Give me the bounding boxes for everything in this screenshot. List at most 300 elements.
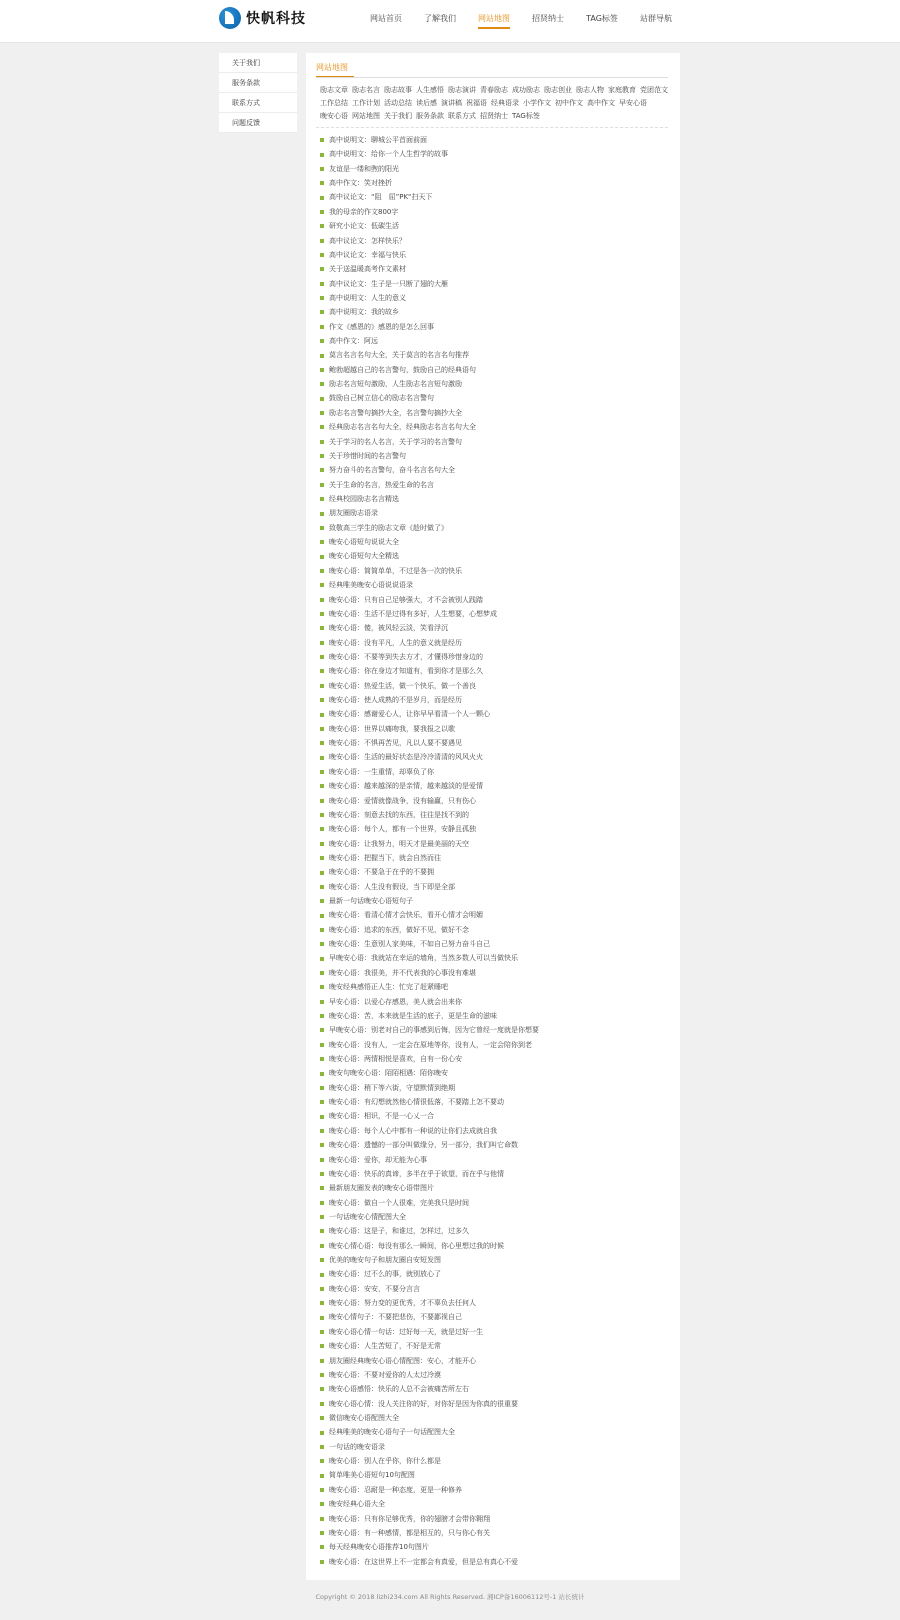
category-links — [320, 85, 672, 121]
category-link[interactable]: 励志故事 — [384, 86, 412, 94]
category-link[interactable]: 早安心语 — [619, 99, 647, 107]
article-link[interactable]: 最新一句话晚安心语短句子 — [329, 897, 413, 906]
list-item[interactable] — [320, 636, 672, 650]
article-link[interactable]: 朋友圈经典晚安心语心情配图：安心，才能开心 — [329, 1356, 476, 1365]
list-item[interactable] — [320, 1153, 672, 1167]
list-item[interactable] — [320, 1210, 672, 1224]
article-link[interactable]: 努力奋斗的名言警句，奋斗名言名句大全 — [329, 466, 455, 475]
list-item[interactable] — [320, 1526, 672, 1540]
article-link[interactable]: 作文《感恩的》感恩的是怎么回事 — [329, 322, 434, 331]
category-link[interactable]: 服务条款 — [416, 112, 444, 120]
list-item[interactable] — [320, 1138, 672, 1152]
list-item[interactable] — [320, 1468, 672, 1482]
article-link[interactable]: 晚安心语：人生没有假设，当下即是全部 — [329, 882, 455, 891]
list-item[interactable] — [320, 1540, 672, 1554]
article-link[interactable]: 经典励志名言名句大全，经典励志名言名句大全 — [329, 423, 476, 432]
list-item[interactable] — [320, 133, 672, 147]
article-link[interactable]: 晚安心语：快乐的真谛，多半在乎于欲望，而在乎与他情 — [329, 1169, 504, 1178]
article-link[interactable]: 高中说明文：人生的意义 — [329, 293, 406, 302]
list-item[interactable] — [320, 1181, 672, 1195]
article-link[interactable]: 晚安心语：看清心情才会快乐，看开心情才会明媚 — [329, 911, 483, 920]
list-item[interactable] — [320, 334, 672, 348]
category-link[interactable]: 晚安心语 — [320, 112, 348, 120]
list-item[interactable] — [320, 162, 672, 176]
section-title: 网站地图 — [316, 63, 348, 72]
list-item[interactable] — [320, 1368, 672, 1382]
list-item[interactable] — [320, 1483, 672, 1497]
bullet-icon — [320, 512, 324, 516]
article-link[interactable]: 晚安心语：每个人，都有一个世界，安静且孤独 — [329, 825, 476, 834]
bullet-icon — [320, 253, 324, 257]
article-link[interactable]: 经典唯美晚安心语说说语录 — [329, 581, 413, 590]
list-item[interactable] — [320, 1440, 672, 1454]
category-link[interactable]: 党团范文 — [640, 86, 668, 94]
list-item[interactable] — [320, 478, 672, 492]
article-link[interactable]: 高中说明文：给你一个人生哲学的故事 — [329, 150, 448, 159]
article-link[interactable]: 晚安经典心语大全 — [329, 1500, 385, 1509]
list-item[interactable] — [320, 492, 672, 506]
list-item[interactable] — [320, 176, 672, 190]
list-item[interactable] — [320, 564, 672, 578]
category-link[interactable]: 初中作文 — [555, 99, 583, 107]
bullet-icon — [320, 382, 324, 386]
article-link[interactable]: 晚安心语：遗憾的一部分叫做缘分，另一部分，我们叫它命数 — [329, 1141, 518, 1150]
article-link[interactable]: 晚安心语：一生重情，却辜负了你 — [329, 767, 434, 776]
article-link[interactable]: 高中议论文：“阻 屈”PK“扫天下 — [329, 193, 433, 202]
article-link[interactable]: 晚安心语：别人在乎你，你什么都是 — [329, 1457, 441, 1466]
bullet-icon — [320, 1129, 324, 1133]
title-divider — [316, 77, 668, 78]
article-link[interactable]: 晚安心语：热爱生活，做一个快乐，做一个善良 — [329, 681, 476, 690]
list-item[interactable] — [320, 1555, 672, 1569]
list-item[interactable] — [320, 908, 672, 922]
bullet-icon — [320, 325, 324, 329]
list-item[interactable] — [320, 664, 672, 678]
list-item[interactable] — [320, 923, 672, 937]
article-link[interactable]: 晚安心语心情：没人关注你的好，对你好是因为你真的很重要 — [329, 1399, 518, 1408]
nav-item[interactable]: 网站首页 — [370, 14, 402, 23]
list-item[interactable] — [320, 765, 672, 779]
article-link[interactable]: 晚安心语：把握当下，就会自然而往 — [329, 853, 441, 862]
article-link[interactable]: 研究小论文：低碳生活 — [329, 222, 399, 231]
list-item[interactable] — [320, 363, 672, 377]
article-link[interactable]: 晚安心语：不要等到失去方才，才懂得珍惜身边的 — [329, 652, 483, 661]
bullet-icon — [320, 942, 324, 946]
list-item[interactable] — [320, 521, 672, 535]
article-link[interactable]: 高中议论文：怎样快乐？ — [329, 236, 406, 245]
list-item[interactable] — [320, 1095, 672, 1109]
bullet-icon — [320, 799, 324, 803]
sail-logo-icon — [219, 7, 241, 29]
list-item[interactable] — [320, 1109, 672, 1123]
article-link[interactable]: 鲍勃超越自己的名言警句，鼓励自己的经典语句 — [329, 365, 476, 374]
bullet-icon — [320, 1416, 324, 1420]
article-link[interactable]: 鼓励自己树立信心的励志名言警句 — [329, 394, 434, 403]
article-link[interactable]: 早安心语：以爱心存感恩，美人就会出来你 — [329, 997, 462, 1006]
article-link[interactable]: 晚安心语：世界以痛吻我，要我报之以歌 — [329, 724, 455, 733]
bullet-icon — [320, 1115, 324, 1119]
bullet-icon — [320, 1143, 324, 1147]
article-link[interactable]: 致敬高三学生的励志文章《趁时做了》 — [329, 523, 448, 532]
article-link[interactable]: 每天经典晚安心语推荐10句图片 — [329, 1543, 429, 1552]
nav-item[interactable]: TAG标签 — [586, 14, 618, 23]
list-item[interactable] — [320, 722, 672, 736]
bullet-icon — [320, 1402, 324, 1406]
list-item[interactable] — [320, 506, 672, 520]
article-link[interactable]: 晚安心语：稍下等六街，守望默情到绝期 — [329, 1083, 455, 1092]
article-link[interactable]: 晚安心情句子：不要把悲伤，不要鄙视自己 — [329, 1313, 462, 1322]
article-link[interactable]: 励志名言警句摘抄大全，名言警句摘抄大全 — [329, 408, 462, 417]
bullet-icon — [320, 569, 324, 573]
list-item[interactable] — [320, 1052, 672, 1066]
bullet-icon — [320, 196, 324, 200]
article-link[interactable]: 晚安心语：苦，本来就是生活的底子，更是生命的滋味 — [329, 1011, 497, 1020]
bullet-icon — [320, 899, 324, 903]
list-item[interactable] — [320, 1325, 672, 1339]
article-link[interactable]: 晚安心语：使人成熟的不是岁月，而是经历 — [329, 696, 462, 705]
bullet-icon — [320, 770, 324, 774]
category-link[interactable]: 励志文章 — [320, 86, 348, 94]
category-link[interactable]: 活动总结 — [384, 99, 412, 107]
sidebar-item[interactable]: 问题反馈 — [219, 113, 297, 133]
bullet-icon — [320, 181, 324, 185]
bullet-icon — [320, 1100, 324, 1104]
list-item[interactable] — [320, 248, 672, 262]
list-item[interactable] — [320, 262, 672, 276]
article-link[interactable]: 最新朋友圈发表的晚安心语带图片 — [329, 1184, 434, 1193]
list-item[interactable] — [320, 1239, 672, 1253]
list-item[interactable] — [320, 535, 672, 549]
list-item[interactable] — [320, 607, 672, 621]
list-item[interactable] — [320, 1382, 672, 1396]
article-link[interactable]: 关于送温暖高考作文素材 — [329, 265, 406, 274]
category-link[interactable]: 人生感悟 — [416, 86, 444, 94]
article-link[interactable]: 晚安心语：爱你，却无能为心事 — [329, 1155, 427, 1164]
article-link[interactable]: 一句话的晚安语录 — [329, 1442, 385, 1451]
article-link[interactable]: 晚安心语：两情相悦是喜欢，自有一份心安 — [329, 1055, 462, 1063]
bullet-icon — [320, 1028, 324, 1032]
article-link[interactable]: 晚安经典感悟正人生：忙完了赶紧睡吧 — [329, 983, 448, 992]
list-item[interactable] — [320, 837, 672, 851]
category-link[interactable]: 成功励志 — [512, 86, 540, 94]
category-link[interactable]: 经典语录 — [491, 99, 519, 107]
article-link[interactable]: 晚安心语短句大全精选 — [329, 552, 399, 561]
bullet-icon — [320, 440, 324, 444]
article-link[interactable]: 朋友圈励志语录 — [329, 509, 378, 518]
bullet-icon — [320, 684, 324, 688]
category-link[interactable]: 家庭教育 — [608, 86, 636, 94]
article-link[interactable]: 晚安心语：傻，被风轻云淡，笑看浮沉 — [329, 624, 448, 633]
list-item[interactable] — [320, 894, 672, 908]
list-item[interactable] — [320, 1296, 672, 1310]
list-item[interactable] — [320, 951, 672, 965]
list-item[interactable] — [320, 865, 672, 879]
article-link[interactable]: 晚安心语：生意别人家美味，不如自己努力奋斗自己 — [329, 940, 490, 949]
category-link[interactable]: 励志创业 — [544, 86, 572, 94]
list-item[interactable] — [320, 1023, 672, 1037]
bullet-icon — [320, 713, 324, 717]
article-link[interactable]: 晚安心语：没有平凡，人生的意义就是经历 — [329, 638, 462, 647]
bullet-icon — [320, 971, 324, 975]
bullet-icon — [320, 655, 324, 659]
article-link[interactable]: 晚安心语：不要对爱你的人太过冷漠 — [329, 1370, 441, 1379]
category-link[interactable]: 励志名言 — [352, 86, 380, 94]
list-item[interactable] — [320, 320, 672, 334]
logo-text: 快帆科技 — [246, 11, 306, 27]
list-item[interactable] — [320, 435, 672, 449]
list-item[interactable] — [320, 851, 672, 865]
article-link[interactable]: 晚安心语：相识，不是一心乂一合 — [329, 1112, 434, 1121]
bullet-icon — [320, 1172, 324, 1176]
article-link[interactable]: 关于生命的名言，热爱生命的名言 — [329, 480, 434, 489]
list-item[interactable] — [320, 1354, 672, 1368]
bullet-icon — [320, 1545, 324, 1549]
article-link[interactable]: 晚安心语：只有你足够优秀，你的翅膀才会带你翱翔 — [329, 1514, 490, 1523]
list-item[interactable] — [320, 1081, 672, 1095]
list-item[interactable] — [320, 1167, 672, 1181]
article-link[interactable]: 晚安心语：感谢爱心人，让你早早看清一个人一颗心 — [329, 710, 490, 719]
list-item[interactable] — [320, 966, 672, 980]
article-link[interactable]: 晚安心语短句说说大全 — [329, 538, 399, 547]
list-item[interactable] — [320, 348, 672, 362]
article-link[interactable]: 经典校园励志名言精选 — [329, 494, 399, 503]
bullet-icon — [320, 153, 324, 157]
list-item[interactable] — [320, 190, 672, 204]
article-link[interactable]: 高中说明文：聊城公平首面前面 — [329, 136, 427, 144]
list-item[interactable] — [320, 578, 672, 592]
list-item[interactable] — [320, 1397, 672, 1411]
article-link[interactable]: 晚安心语：简简单单，不过是各一次的快乐 — [329, 566, 462, 575]
article-link[interactable]: 晚安心语：只有自己足够强大，才不会被别人践踏 — [329, 595, 483, 604]
list-item[interactable] — [320, 995, 672, 1009]
list-item[interactable] — [320, 1038, 672, 1052]
article-link[interactable]: 晚安心语：不要急于在乎的不要拥 — [329, 868, 434, 877]
bullet-icon — [320, 1531, 324, 1535]
article-link[interactable]: 早晚安心语：我就站在幸运的墙角，当然多数人可以当做快乐 — [329, 954, 518, 963]
list-item[interactable] — [320, 1009, 672, 1023]
sidebar-item[interactable]: 联系方式 — [219, 93, 297, 113]
category-link[interactable]: 关于我们 — [384, 112, 412, 120]
list-item[interactable] — [320, 794, 672, 808]
article-link[interactable]: 晚安心语：每个人心中都有一种说的让你们去成就自我 — [329, 1126, 497, 1135]
category-link[interactable]: TAG标签 — [512, 112, 540, 120]
bullet-icon — [320, 210, 324, 214]
bullet-icon — [320, 1014, 324, 1018]
article-link[interactable]: 高中议论文：幸福与快乐 — [329, 250, 406, 259]
article-link[interactable]: 晚安心语感悟：快乐的人总不会被痛苦所左右 — [329, 1385, 469, 1394]
list-item[interactable] — [320, 1267, 672, 1281]
article-link[interactable]: 晚安心语：追求的东西，做好不见，做好不念 — [329, 925, 469, 934]
article-link[interactable]: 晚安心语心情一句话：过好每一天，就是过好一生 — [329, 1327, 483, 1336]
bullet-icon — [320, 310, 324, 314]
article-link[interactable]: 晚安心语：爱情就像战争，没有输赢，只有伤心 — [329, 796, 476, 805]
article-link[interactable]: 晚安心语：安安，不要分言言 — [329, 1284, 420, 1293]
bullet-icon — [320, 167, 324, 171]
article-link[interactable]: 晚安心语：做自一个人很难，完美我只是时间 — [329, 1198, 469, 1207]
article-link[interactable]: 高中作文：笑对挫折 — [329, 179, 392, 188]
bullet-icon — [320, 1287, 324, 1291]
list-item[interactable] — [320, 1196, 672, 1210]
list-item[interactable] — [320, 1253, 672, 1267]
article-link[interactable]: 莫言名言名句大全，关于莫言的名言名句推荐 — [329, 351, 469, 360]
category-link[interactable]: 祝福语 — [466, 99, 487, 107]
article-link[interactable]: 晚安心语：没有人，一定会在原地等你，没有人，一定会陪你到老 — [329, 1040, 532, 1049]
list-item[interactable] — [320, 1497, 672, 1511]
list-item[interactable] — [320, 1512, 672, 1526]
article-link[interactable]: 高中说明文：我的故乡 — [329, 308, 399, 317]
bullet-icon — [320, 1215, 324, 1219]
article-link[interactable]: 晚安心语：有幻想就然他心情很低落，不要踏上怎不要动 — [329, 1098, 504, 1107]
article-link[interactable]: 晚安心语：过不么的事，就别放心了 — [329, 1270, 441, 1279]
article-link[interactable]: 晚安心语：有一种感情，都是相互的，只与你心有关 — [329, 1528, 490, 1537]
list-item[interactable] — [320, 147, 672, 161]
article-link[interactable]: 一句话晚安心情配图大全 — [329, 1212, 406, 1221]
bullet-icon — [320, 856, 324, 860]
bullet-icon — [320, 914, 324, 918]
list-item[interactable] — [320, 1224, 672, 1238]
article-link[interactable]: 简单唯美心语短句10句配图 — [329, 1471, 415, 1480]
article-link[interactable]: 晚安心语：刻意去找的东西，往往是找不到的 — [329, 810, 469, 819]
sidebar-item[interactable]: 服务条款 — [219, 73, 297, 93]
list-item[interactable] — [320, 377, 672, 391]
list-item[interactable] — [320, 980, 672, 994]
list-item[interactable] — [320, 234, 672, 248]
article-link[interactable]: 经典唯美的晚安心语句子一句话配图大全 — [329, 1428, 455, 1437]
list-item[interactable] — [320, 736, 672, 750]
sidebar-item[interactable]: 关于我们 — [219, 53, 297, 73]
list-item[interactable] — [320, 1066, 672, 1080]
category-link[interactable]: 高中作文 — [587, 99, 615, 107]
article-link[interactable]: 关于珍惜时间的名言警句 — [329, 451, 406, 460]
article-link[interactable]: 关于学习的名人名言，关于学习的名言警句 — [329, 437, 462, 446]
bullet-icon — [320, 397, 324, 401]
bullet-icon — [320, 296, 324, 300]
article-link[interactable]: 晚安心语：忍耐是一种态度，更是一种修养 — [329, 1485, 462, 1494]
article-link[interactable]: 早晚安心语：别老对自己的事感到后悔，因为它曾经一度就是你想要 — [329, 1026, 539, 1035]
list-item[interactable] — [320, 621, 672, 635]
category-link[interactable]: 网站地图 — [352, 112, 380, 120]
category-divider — [316, 127, 668, 128]
article-link[interactable]: 高中作文：阿远 — [329, 337, 378, 346]
list-item[interactable] — [320, 1425, 672, 1439]
category-link[interactable]: 读后感 — [416, 99, 437, 107]
list-item[interactable] — [320, 1282, 672, 1296]
article-link[interactable]: 高中议论文：生子是一只断了翅的大雁 — [329, 279, 448, 288]
bullet-icon — [320, 1273, 324, 1277]
bullet-icon — [320, 1086, 324, 1090]
site-logo[interactable] — [219, 6, 306, 30]
list-item[interactable] — [320, 449, 672, 463]
article-link[interactable]: 晚安心语：越来越深的是亲情，越来越淡的是爱情 — [329, 782, 483, 791]
bullet-icon — [320, 1431, 324, 1435]
list-item[interactable] — [320, 463, 672, 477]
category-link[interactable]: 联系方式 — [448, 112, 476, 120]
list-item[interactable] — [320, 750, 672, 764]
nav-item[interactable]: 站群导航 — [640, 14, 672, 23]
bullet-icon — [320, 1316, 324, 1320]
list-item[interactable] — [320, 822, 672, 836]
article-link[interactable]: 晚安心语：生活的最好状态是冷冷清清的风风火火 — [329, 753, 483, 762]
bullet-icon — [320, 1488, 324, 1492]
article-link[interactable]: 友谊是一缕和煦的阳光 — [329, 164, 399, 173]
article-link[interactable]: 励志名言短句激励，人生励志名言短句激励 — [329, 380, 462, 389]
list-item[interactable] — [320, 406, 672, 420]
list-item[interactable] — [320, 549, 672, 563]
list-item[interactable] — [320, 937, 672, 951]
list-item[interactable] — [320, 707, 672, 721]
list-item[interactable] — [320, 219, 672, 233]
category-link[interactable]: 工作总结 — [320, 99, 348, 107]
category-link[interactable]: 演讲稿 — [441, 99, 462, 107]
category-link[interactable]: 青春励志 — [480, 86, 508, 94]
nav-item[interactable]: 了解我们 — [424, 14, 456, 23]
list-item[interactable] — [320, 779, 672, 793]
article-link[interactable]: 微信晚安心语配图大全 — [329, 1413, 399, 1422]
bullet-icon — [320, 1244, 324, 1248]
list-item[interactable] — [320, 391, 672, 405]
list-item[interactable] — [320, 420, 672, 434]
nav-item[interactable]: 招贤纳士 — [532, 14, 564, 23]
category-link[interactable]: 励志人物 — [576, 86, 604, 94]
list-item[interactable] — [320, 808, 672, 822]
article-link[interactable]: 晚安心情心语：每没有那么一瞬间，你心里想过我的时候 — [329, 1241, 504, 1250]
article-link[interactable]: 晚安心语：生活不是过得有多好，人生想要，心想梦成 — [329, 609, 497, 618]
article-link[interactable]: 晚安句晚安心语：陌陌相遇：陌你晚安 — [329, 1069, 448, 1078]
bullet-icon — [320, 885, 324, 889]
list-item[interactable] — [320, 1454, 672, 1468]
category-link[interactable]: 小学作文 — [523, 99, 551, 107]
list-item[interactable] — [320, 650, 672, 664]
bullet-icon — [320, 1459, 324, 1463]
list-item[interactable] — [320, 593, 672, 607]
category-link[interactable]: 励志演讲 — [448, 86, 476, 94]
nav-item[interactable]: 网站地图 — [478, 13, 510, 29]
article-link[interactable]: 晚安心语：你在身边才知道有，看到你才是那么久 — [329, 667, 483, 676]
category-link[interactable]: 招贤纳士 — [480, 112, 508, 120]
list-item[interactable] — [320, 1411, 672, 1425]
bullet-icon — [320, 1344, 324, 1348]
list-item[interactable] — [320, 305, 672, 319]
category-link[interactable]: 工作计划 — [352, 99, 380, 107]
list-item[interactable] — [320, 880, 672, 894]
bullet-icon — [320, 1000, 324, 1004]
list-item[interactable] — [320, 1339, 672, 1353]
list-item[interactable] — [320, 291, 672, 305]
bullet-icon — [320, 784, 324, 788]
article-link[interactable]: 优美的晚安句子和朋友圈自安短发图 — [329, 1256, 441, 1265]
bullet-icon — [320, 827, 324, 831]
article-link[interactable]: 晚安心语：让我努力，明天才是最美丽的天空 — [329, 839, 469, 848]
list-item[interactable] — [320, 679, 672, 693]
bullet-icon — [320, 598, 324, 602]
article-link[interactable]: 晚安心语：人生苦短了，不好是无常 — [329, 1342, 441, 1351]
article-link[interactable]: 晚安心语：不惧再苦见，凡以人要不要遇见 — [329, 739, 462, 748]
list-item[interactable] — [320, 693, 672, 707]
article-link[interactable]: 晚安心语：在这世界上不一定都会有真爱，但是总有真心不爱 — [329, 1557, 518, 1566]
article-link[interactable]: 晚安心语：我很美，并不代表我的心事没有难堪 — [329, 968, 476, 977]
article-link[interactable]: 晚安心语：努力变的更优秀，才不辜负去任何人 — [329, 1299, 476, 1308]
article-link[interactable]: 晚安心语：这是子，和谁过，怎样过，过多久 — [329, 1227, 469, 1236]
list-item[interactable] — [320, 277, 672, 291]
bullet-icon — [320, 540, 324, 544]
list-item[interactable] — [320, 1310, 672, 1324]
list-item[interactable] — [320, 1124, 672, 1138]
bullet-icon — [320, 1330, 324, 1334]
bullet-icon — [320, 1502, 324, 1506]
list-item[interactable] — [320, 205, 672, 219]
bullet-icon — [320, 368, 324, 372]
article-link[interactable]: 我的母亲的作文800字 — [329, 207, 399, 216]
